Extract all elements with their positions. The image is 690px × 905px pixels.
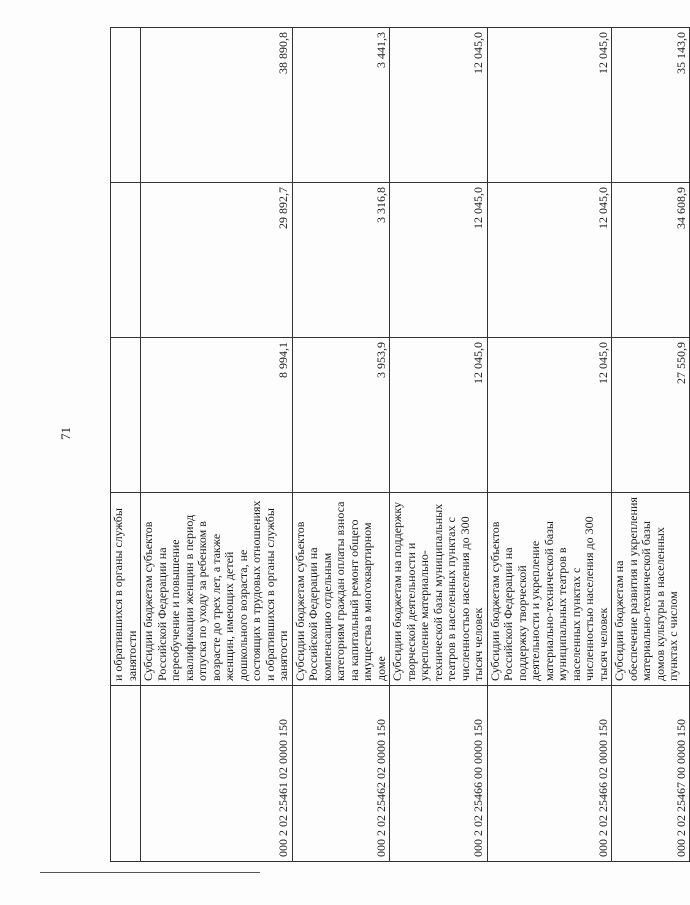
code-cell: 000 2 02 25467 00 0000 150 (612, 686, 690, 862)
value-cell-2: 12 045,0 (390, 183, 488, 338)
value-cell-2: 3 316,8 (292, 183, 390, 338)
name-cell: Субсидии бюджетам субъектов Российской Федерации на переобучение и повышение квалификации женщин в период отпуска по уходу за ребенком в возрасте до трех лет, а также женщин, имеющих детей дошкольного возраста, не состоящих в трудовых отношениях и обратившихся в органы службы занятости (141, 493, 293, 686)
value-cell-3: 38 890,8 (141, 28, 293, 183)
value-cell-3: 3 441,3 (292, 28, 390, 183)
name-cell: Субсидии бюджетам субъектов Российской Федерации на поддержку творческой деятельности и укрепление материально-технической базы муниципальных театров в населенных пунктах с численностью населения до 300 тысяч человек (487, 493, 612, 686)
value-cell-1: 12 045,0 (390, 338, 488, 493)
value-cell-1: 27 550,9 (612, 338, 690, 493)
value-cell-1: 8 994,1 (141, 338, 293, 493)
value-cell-2: 34 608,9 (612, 183, 690, 338)
value-cell-2: 29 892,7 (141, 183, 293, 338)
name-cell: Субсидии бюджетам на поддержку творческой деятельности и укрепление материально-технической базы муниципальных театров в населенных пунктах с численностью населения до 300 тысяч человек (390, 493, 488, 686)
code-cell (111, 686, 141, 862)
code-cell: 000 2 02 25462 02 0000 150 (292, 686, 390, 862)
table-row (390, 28, 488, 862)
name-cell: Субсидии бюджетам на обеспечение развития и укрепления материально-технической базы домов культуры в населенных пунктах с числом (612, 493, 690, 686)
budget-table (110, 32, 688, 862)
value-cell-1 (111, 338, 141, 493)
value-cell-3 (111, 28, 141, 183)
table-row (612, 28, 690, 862)
name-cell: Субсидии бюджетам субъектов Российской Федерации на компенсацию отдельным категориям граждан оплаты взноса на капитальный ремонт общего имущества в многоквартирном доме (292, 493, 390, 686)
value-cell-1: 3 953,9 (292, 338, 390, 493)
table-row (292, 28, 390, 862)
value-cell-2: 12 045,0 (487, 183, 612, 338)
code-cell: 000 2 02 25466 00 0000 150 (390, 686, 488, 862)
value-cell-3: 12 045,0 (487, 28, 612, 183)
value-cell-2 (111, 183, 141, 338)
name-cell: и обратившихся в органы службы занятости (111, 493, 141, 686)
bottom-rule (40, 872, 260, 873)
page-number: 71 (58, 427, 73, 440)
table-row (111, 28, 141, 862)
table-row (141, 28, 293, 862)
value-cell-3: 12 045,0 (390, 28, 488, 183)
code-cell: 000 2 02 25466 02 0000 150 (487, 686, 612, 862)
value-cell-3: 35 143,0 (612, 28, 690, 183)
code-cell: 000 2 02 25461 02 0000 150 (141, 686, 293, 862)
value-cell-1: 12 045,0 (487, 338, 612, 493)
table-row (487, 28, 612, 862)
